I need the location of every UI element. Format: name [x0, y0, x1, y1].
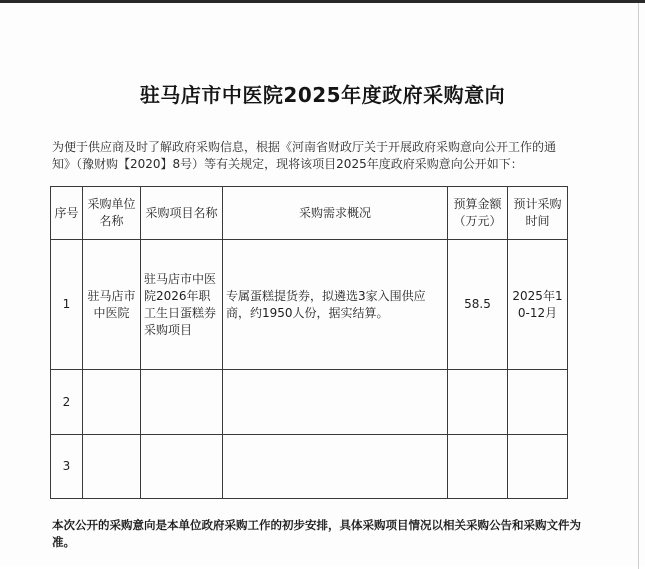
document-title: 驻马店市中医院2025年度政府采购意向	[139, 83, 506, 107]
header-unit: 采购单位名称	[83, 187, 141, 240]
procurement-table	[50, 186, 568, 499]
table-row	[51, 370, 568, 435]
row1-requirement: 专属蛋糕提货券，拟遴选3家入围供应商，约1950人份，据实结算。	[223, 240, 448, 370]
row3-time	[508, 435, 568, 499]
row1-unit: 驻马店市中医院	[83, 240, 141, 370]
table-row	[51, 435, 568, 499]
row3-project	[141, 435, 223, 499]
footer-note: 本次公开的采购意向是本单位政府采购工作的初步安排，具体采购项目情况以相关采购公告和采购文件为准。	[52, 518, 581, 549]
row3-seq: 3	[51, 435, 83, 499]
row2-time	[508, 370, 568, 435]
row3-unit	[83, 435, 141, 499]
header-requirement: 采购需求概况	[223, 187, 448, 240]
row2-project	[141, 370, 223, 435]
intro-paragraph: 为便于供应商及时了解政府采购信息，根据《河南省财政厅关于开展政府采购意向公开工作的通知》（豫财购【2020】8号）等有关规定，现将该项目2025年度政府采购意向公开如下：	[52, 140, 557, 171]
table-header-row	[51, 187, 568, 240]
row2-seq: 2	[51, 370, 83, 435]
row2-unit	[83, 370, 141, 435]
row1-budget: 58.5	[448, 240, 508, 370]
header-budget: 预算金额（万元）	[448, 187, 508, 240]
row1-time: 2025年10-12月	[508, 240, 568, 370]
row3-budget	[448, 435, 508, 499]
header-time: 预计采购时间	[508, 187, 568, 240]
header-project: 采购项目名称	[141, 187, 223, 240]
row3-requirement	[223, 435, 448, 499]
row2-requirement	[223, 370, 448, 435]
row1-seq: 1	[51, 240, 83, 370]
row2-budget	[448, 370, 508, 435]
row1-project: 驻马店市中医院2026年职工生日蛋糕券采购项目	[141, 240, 223, 370]
table-row	[51, 240, 568, 370]
header-seq: 序号	[51, 187, 83, 240]
